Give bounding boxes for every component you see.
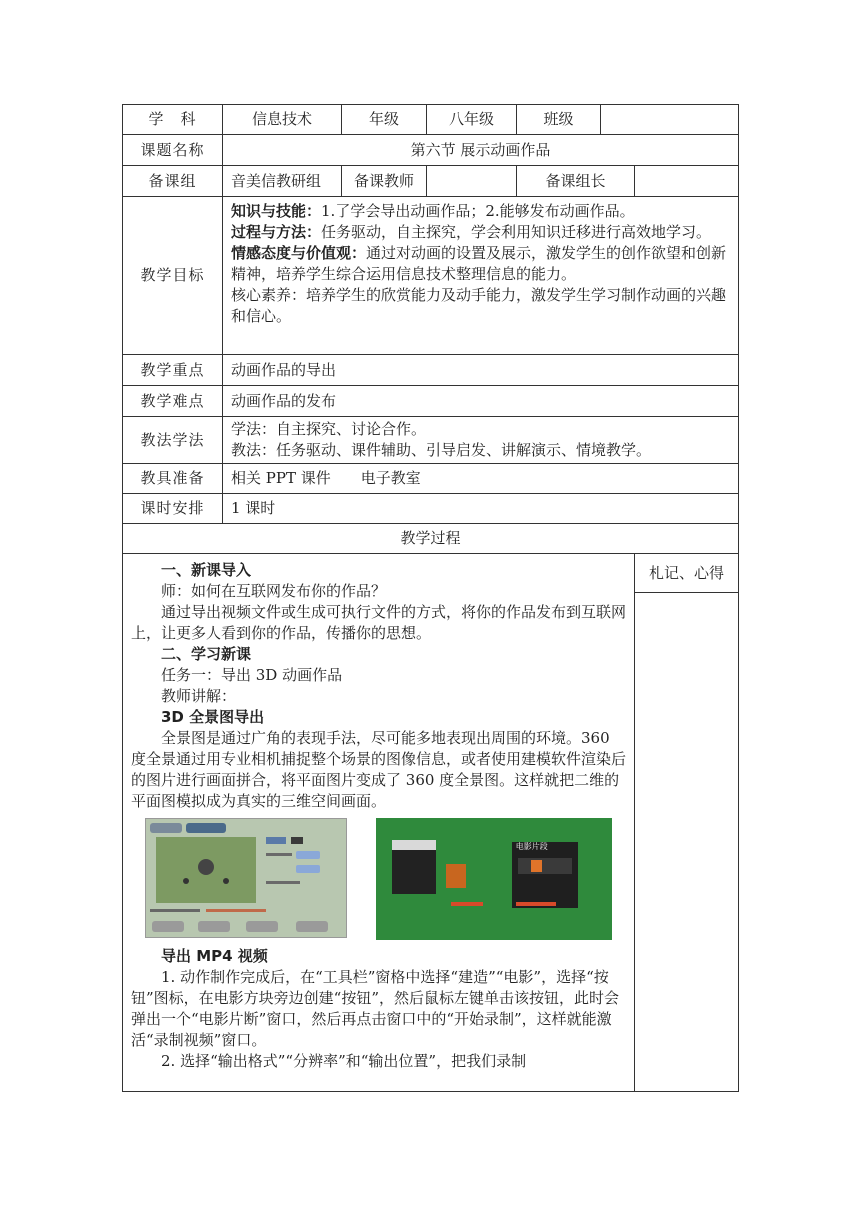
- prep-group-label: 备课组: [123, 166, 223, 197]
- section-1-question: 师：如何在互联网发布你的作品？: [161, 582, 387, 600]
- prep-teacher-value: [427, 166, 517, 197]
- movie-clip-illustration: [376, 818, 612, 940]
- notes-label: 札记、心得: [635, 554, 738, 593]
- mp4-heading: 导出 MP4 视频: [161, 947, 268, 965]
- row-prep: [123, 166, 739, 197]
- schedule-label: 课时安排: [123, 494, 223, 524]
- emotion-text: 通过对动画的设置及展示，激发学生的创作欲望和创新精神，培养学生综合运用信息技术整理信息的能力。: [231, 244, 727, 283]
- prep-teacher-label: 备课教师: [342, 166, 427, 197]
- notes-column: [635, 554, 739, 1092]
- knowledge-title: 知识与技能：: [231, 202, 322, 220]
- section-1-title: 一、新课导入: [161, 561, 252, 579]
- knowledge-text: 1.了学会导出动画作品；2.能够发布动画作品。: [321, 202, 635, 220]
- row-process-title: [123, 524, 739, 554]
- difficulty-value: 动画作品的发布: [223, 386, 739, 417]
- objectives-content: [223, 197, 739, 355]
- objectives-label: 教学目标: [123, 197, 223, 355]
- key-points-label: 教学重点: [123, 355, 223, 386]
- movie-clip-screenshot: [376, 818, 612, 940]
- teacher-explains: 教师讲解：: [161, 687, 237, 705]
- class-label: 班级: [517, 105, 601, 135]
- schedule-value: 1 课时: [223, 494, 739, 524]
- difficulty-label: 教学难点: [123, 386, 223, 417]
- methods-label: 教法学法: [123, 417, 223, 464]
- lesson-plan-table: [122, 104, 739, 1092]
- screenshot-row: [131, 818, 626, 942]
- process-text: 任务驱动，自主探究，学会利用知识迁移进行高效地学习。: [321, 223, 712, 241]
- row-topic: [123, 135, 739, 166]
- panorama-heading: 3D 全景图导出: [161, 708, 265, 726]
- subject-label: 学 科: [123, 105, 223, 135]
- panorama-export-illustration: [146, 819, 346, 937]
- emotion-title: 情感态度与价值观：: [231, 244, 367, 262]
- grade-value: 八年级: [427, 105, 517, 135]
- row-process-body: [123, 554, 739, 1092]
- process-body: [123, 554, 635, 1092]
- mp4-step-2: 2. 选择“输出格式”“分辨率”和“输出位置”，把我们录制: [161, 1052, 527, 1070]
- topic-value: 第六节 展示动画作品: [223, 135, 739, 166]
- methods-line-teach: 教法：任务驱动、课件辅助、引导启发、讲解演示、情境教学。: [231, 441, 652, 459]
- section-2-title: 二、学习新课: [161, 645, 252, 663]
- materials-label: 教具准备: [123, 464, 223, 494]
- grade-label: 年级: [342, 105, 427, 135]
- row-key-points: [123, 355, 739, 386]
- row-subject: [123, 105, 739, 135]
- row-difficulty: [123, 386, 739, 417]
- subject-value: 信息技术: [223, 105, 342, 135]
- methods-content: [223, 417, 739, 464]
- process-title: 教学过程: [123, 524, 739, 554]
- prep-leader-label: 备课组长: [517, 166, 635, 197]
- movie-clip-caption: 电影片段: [515, 842, 548, 851]
- section-1-paragraph: 通过导出视频文件或生成可执行文件的方式，将你的作品发布到互联网上，让更多人看到你的作品，传播你的思想。: [131, 603, 627, 642]
- row-materials: [123, 464, 739, 494]
- row-schedule: [123, 494, 739, 524]
- prep-leader-value: [635, 166, 739, 197]
- materials-value: 相关 PPT 课件 电子教室: [223, 464, 739, 494]
- methods-line-study: 学法：自主探究、讨论合作。: [231, 420, 427, 438]
- core-literacy-text: 核心素养：培养学生的欣赏能力及动手能力，激发学生学习制作动画的兴趣和信心。: [231, 286, 727, 325]
- row-objectives: [123, 197, 739, 355]
- process-title: 过程与方法：: [231, 223, 322, 241]
- row-methods: [123, 417, 739, 464]
- topic-label: 课题名称: [123, 135, 223, 166]
- key-points-value: 动画作品的导出: [223, 355, 739, 386]
- task-1-title: 任务一：导出 3D 动画作品: [161, 666, 343, 684]
- panorama-paragraph: 全景图是通过广角的表现手法，尽可能多地表现出周围的环境。360 度全景通过用专业相机捕捉整个场景的图像信息，或者使用建模软件渲染后的图片进行画面拼合，将平面图片变成了 360 度全景图。这样就把二维的平面图模拟成为真实的三维空间画面。: [131, 729, 627, 810]
- class-value: [601, 105, 739, 135]
- panorama-export-screenshot: [145, 818, 347, 938]
- mp4-step-1: 1. 动作制作完成后，在“工具栏”窗格中选择“建造”“电影”，选择“按钮”图标，在电影方块旁边创建“按钮”，然后鼠标左键单击该按钮，此时会弹出一个“电影片断”窗口，然后再点击窗口中的“开始录制”，这样就能激活“录制视频”窗口。: [131, 968, 620, 1049]
- prep-group-value: 音美信教研组: [223, 166, 342, 197]
